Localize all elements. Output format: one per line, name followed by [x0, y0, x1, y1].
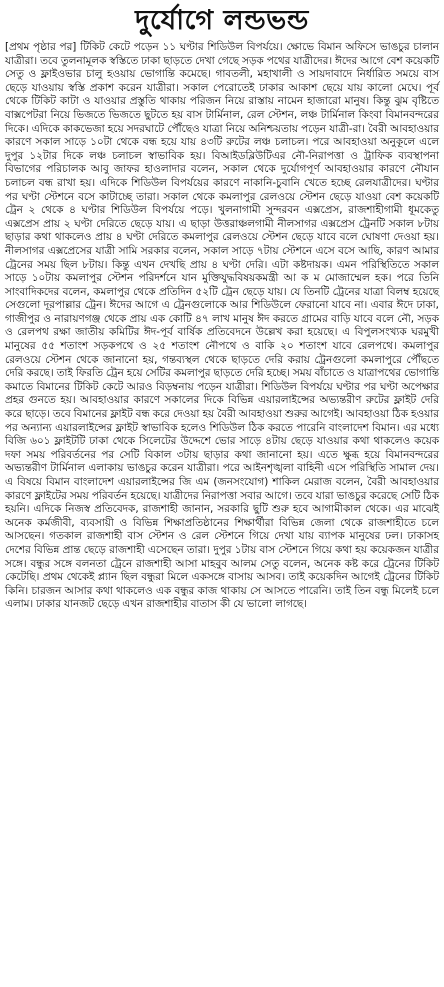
article-body — [5, 41, 439, 612]
article-paragraph-text: টিকিট কেটে পড়েন ১১ ঘণ্টার শিডিউল বিপর্যয়ে। ক্ষোভে বিমান অফিসে ভাঙচুর চালান যাত্রীরা। তবে তুলনামূলক স্বস্তিতে ঢাকা ছাড়তে দেখা গেছে সড়ক পথের যাত্রীদের। ঈদের আগে বেশ কয়েকটি সেতু ও ফ্লাইওভার চালু হওয়ায় ভোগান্তি কমেছে। গাবতলী, মহাখালী ও সায়দাবাদে নির্ধারিত সময়ে বাস ছেড়ে যাওয়ায় স্বস্তি প্রকাশ করেন যাত্রীরা। সকাল পেরোতেই ঢাকার আকাশ ছেয়ে যায় কালো মেঘে। পূর্ব থেকে টিকিট কাটা ও যাওয়ার প্রস্তুতি থাকায় পরিজন নিয়ে রাস্তায় নামেন হাজারো মানুষ। কিন্তু ঝুম বৃষ্টিতে বাক্সপেটরা নিয়ে ভিজতে ভিজতে ছুটতে হয় বাস টার্মিনাল, রেল স্টেশন, লঞ্চ টার্মিনাল কিংবা বিমানবন্দরের দিকে। এদিকে কাকভেজা হয়ে সদরঘাটে পৌঁছেও যাত্রা নিয়ে অনিশ্চয়তায় পড়েন যাত্রী-রা। বৈরী আবহাওয়ার কারণে সকাল সাড়ে ১০টা থেকে বন্ধ হয়ে যায় ৪৩টি রুটের লঞ্চ চলাচল। পরে আবহাওয়া অনুকূলে এলে দুপুর ১২টার দিকে লঞ্চ চলাচল স্বাভাবিক হয়। বিআইডব্লিউটিএর নৌ-নিরাপত্তা ও ট্রাফিক ব্যবস্থাপনা বিভাগের পরিচালক আবু জাফর হাওলাদার বলেন, সকাল থেকে দুর্যোগপূর্ণ আবহাওয়ার কারণে নৌযান চলাচল বন্ধ রাখা হয়। এদিকে শিডিউল বিপর্যয়ের কারণে নাকানি-চুবানি খেতে হচ্ছে রেলযাত্রীদের। ঘণ্টার পর ঘণ্টা স্টেশনে বসে কাটাচ্ছে তারা। সকাল থেকে কমলাপুর রেলওয়ে স্টেশন ছেড়ে যাওয়া বেশ কয়েকটি ট্রেন ২ থেকে ৪ ঘণ্টার শিডিউল বিপর্যয়ে পড়ে। খুলনাগামী সুন্দরবন এক্সপ্রেস, রাজশাহীগামী ধূমকেতু এক্সপ্রেস প্রায় ২ ঘণ্টা দেরিতে ছেড়ে যায়। এ ছাড়া উত্তরাঞ্চলগামী নীলসাগর এক্সপ্রেস ট্রেনটি সকাল ৮টায় ছাড়ার কথা থাকলেও প্রায় ৪ ঘণ্টা দেরিতে কমলাপুর রেলওয়ে স্টেশন ছেড়ে যাবে বলে ঘোষণা দেওয়া হয়। নীলসাগর এক্সপ্রেসের যাত্রী সামি সরকার বলেন, সকাল সাড়ে ৭টায় স্টেশনে এসে বসে আছি, কারণ আমার ট্রেনের সময় ছিল ৮টায়। কিন্তু এখন দেখছি প্রায় ৪ ঘণ্টা দেরি। এটা কষ্টদায়ক। এমন পরিস্থিতিতে সকাল সাড়ে ১০টায় কমলাপুর স্টেশন পরিদর্শনে যান মুক্তিযুদ্ধবিষয়কমন্ত্রী আ ক ম মোজাম্মেল হক। পরে তিনি সাংবাদিকদের বলেন, কমলাপুর থেকে প্রতিদিন ৫২টি ট্রেন ছেড়ে যায়। যে তিনটি ট্রেনের যাত্রা বিলম্ব হয়েছে সেগুলো দূরপাল্লার ট্রেন। ঈদের আগে এ ট্রেনগুলোকে আর শিডিউলে ফেরানো যাবে না। এবার ঈদে ঢাকা, গাজীপুর ও নারায়ণগঞ্জ থেকে প্রায় এক কোটি ৪৭ লাখ মানুষ ঈদ করতে গ্রামের বাড়ি যাবে বলে নৌ, সড়ক ও রেলপথ রক্ষা জাতীয় কমিটির ঈদ-পূর্ব বার্ষিক প্রতিবেদনে উল্লেখ করা হয়েছে। এ বিপুলসংখ্যক ঘরমুখী মানুষের ৫৫ শতাংশ সড়কপথে ও ২৫ শতাংশ নৌপথে ও বাকি ২০ শতাংশ যাবে রেলপথে। কমলাপুর রেলওয়ে স্টেশন থেকে জানানো হয়, গন্তব্যস্থল থেকে ছাড়তে দেরি করায় ট্রেনগুলো কমলাপুরে পৌঁছতে দেরি করছে। তাই ফিরতি ট্রেন হয়ে সেটির কমলাপুর ছাড়তে দেরি হচ্ছে। সময় বাঁচাতে ও যাত্রাপথের ভোগান্তি কমাতে বিমানের টিকিট কেটে আরও বিড়ম্বনায় পড়েন যাত্রীরা। শিডিউল বিপর্যয়ে ঘণ্টার পর ঘণ্টা অপেক্ষার প্রহর গুনতে হয়। আবহাওয়ার কারণে সকালের দিকে বিভিন্ন এয়ারলাইন্সের অভ্যন্তরীণ রুটের ফ্লাইট দেরি করে ছাড়ে। তবে বিমানের ফ্লাইট বন্ধ করে দেওয়া হয় বৈরী আবহাওয়া শুরুর আগেই। আবহাওয়া ঠিক হওয়ার পর অন্যান্য এয়ারলাইন্সের ফ্লাইট স্বাভাবিক হলেও শিডিউল ঠিক করতে পারেনি বাংলাদেশ বিমান। এর মধ্যে বিজি ৬০১ ফ্লাইটটি ঢাকা থেকে সিলেটের উদ্দেশে ভোর সাড়ে ৪টায় ছেড়ে যাওয়ার কথা থাকলেও কয়েক দফা সময় পরিবর্তনের পর সেটি বিকাল ৩টায় ছাড়ার কথা জানানো হয়। এতে ক্ষুব্ধ হয়ে বিমানবন্দরের অভ্যন্তরীণ টার্মিনাল এলাকায় ভাঙচুর করেন যাত্রীরা। পরে আইনশৃঙ্খলা বাহিনী এসে পরিস্থিতি সামাল দেয়। এ বিষয়ে বিমান বাংলাদেশ এয়ারলাইন্সের জি এম (জনসংযোগ) শাকিল মেরাজ বলেন, বৈরী আবহাওয়ার কারণে ফ্লাইটের সময় পরিবর্তন হয়েছে। যাত্রীদের নিরাপত্তা সবার আগে। তবে যারা ভাঙচুর করেছে সেটি ঠিক হয়নি। এদিকে নিজস্ব প্রতিবেদক, রাজশাহী জানান, সরকারি ছুটি শুরু হবে আগামীকাল থেকে। এর মাঝেই অনেক কর্মজীবী, ব্যবসায়ী ও বিভিন্ন শিক্ষাপ্রতিষ্ঠানের শিক্ষার্থীরা বিভিন্ন জেলা থেকে রাজশাহীতে চলে আসছেন। গতকাল রাজশাহী বাস স্টেশন ও রেল স্টেশনে গিয়ে দেখা যায় ব্যাপক মানুষের ঢল। ঢাকাসহ দেশের বিভিন্ন প্রান্ত ছেড়ে রাজশাহী এসেছেন তারা। দুপুর ১টায় বাস স্টেশনে গিয়ে কথা হয় কয়েকজন যাত্রীর সঙ্গে। বন্ধুর সঙ্গে বলনতা ট্রেনে রাজশাহী আসা মাহবুব আলম সেতু বলেন, অনেক কষ্ট করে ট্রেনের টিকিট কেটেছি। প্রথম থেকেই প্ল্যান ছিল বন্ধুরা মিলে একসঙ্গে বাসায় আসব। তাই কয়েকদিন আগেই ট্রেনের টিকিট কিনি। চারজন আসার কথা থাকলেও এক বন্ধুর কাজ থাকায় সে আসতে পারেনি। তাই তিন বন্ধু মিলেই চলে এলাম। ঢাকার যানজট ছেড়ে এখন রাজশাহীর বাতাস কী যে ভালো লাগছে। — [5, 41, 439, 611]
continued-marker: [প্রথম পৃষ্ঠার পর] — [5, 41, 77, 53]
article-headline: দুর্যোগে লন্ডভন্ড — [135, 5, 309, 36]
article-paragraph — [5, 41, 439, 612]
